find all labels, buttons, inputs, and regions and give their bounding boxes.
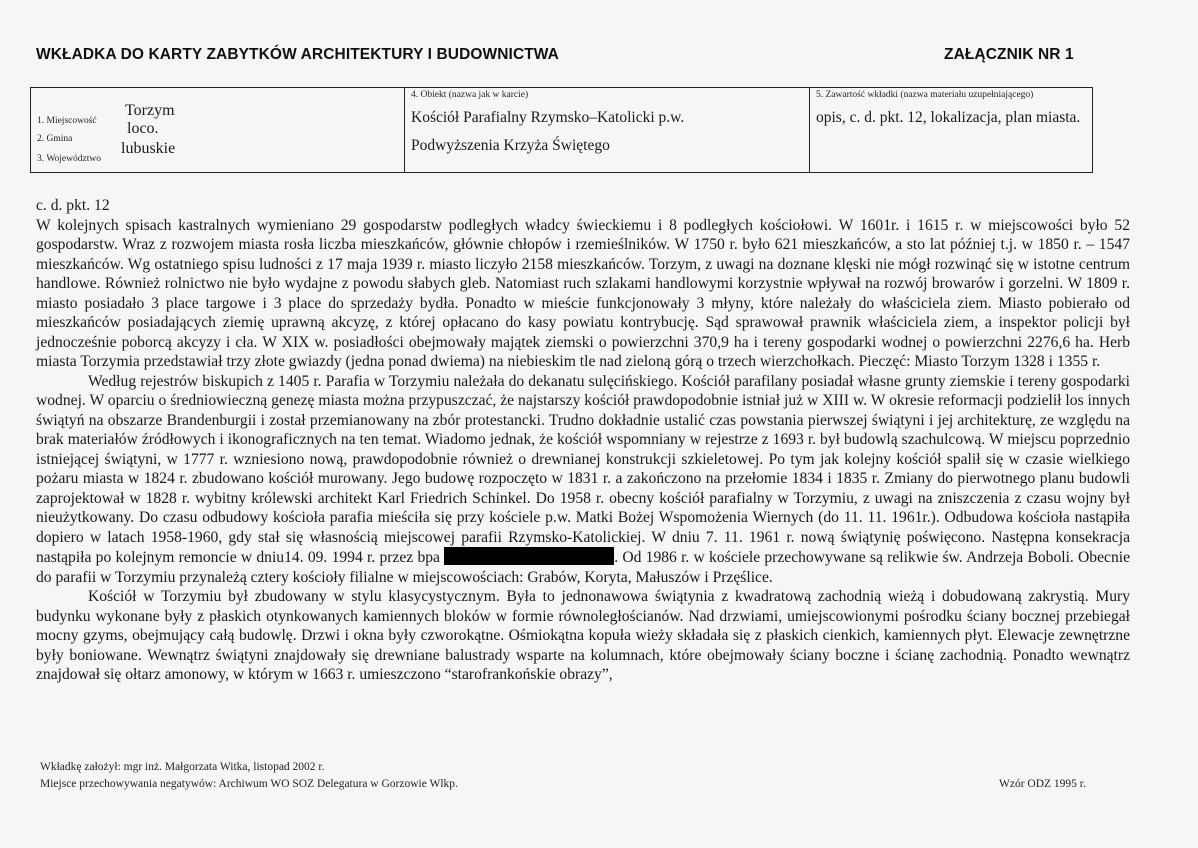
object-line-2: Podwyższenia Krzyża Świętego [411,137,610,154]
paragraph-2-after: . Od 1986 r. w kościele przechowywane są relikwie św. Andrzeja Boboli. Obecnie do parafii w Torzymiu przynależą cztery kościoły filialne w miejscowościach: Grabów, Koryta, Małuszów i Przęślice. [36,549,1130,586]
contents-value: opis, c. d. pkt. 12, lokalizacja, plan miasta. [816,109,1081,126]
paragraph-3: Kościół w Torzymiu był zbudowany w stylu klasycystycznym. Była to jednonawowa świątynia z kwadratową zachodnią wieżą i dobudowaną zakrystią. Mury budynku wykonane były z płaskich otynkowanych kamiennych bloków w formie równoległościanów. Nad drzwiami, umiejscowionymi pośrodku ściany bocznej przebiegał mocny gzyms, obejmujący całą budowlę. Drzwi i okna były czworokątne. Ośmiokątna kopuła wieży składała się z płaskich cienkich, kamiennych płyt. Elewacje zewnętrzne były boniowane. Wewnątrz świątyni znajdowały się drewniane balustrady wsparte na kolumnach, które obejmowały ściany boczne i ścianę zachodnią. Ponadto wewnątrz znajdował się ołtarz amonowy, w którym w 1663 r. umieszczono “starofrankońskie obrazy”, [36,588,1130,683]
locality-value: Torzym [125,102,175,119]
redacted-block [444,547,614,565]
section-heading: c. d. pkt. 12 [36,197,110,214]
paragraph-2-before: Według rejestrów biskupich z 1405 r. Parafia w Torzymiu należała do dekanatu sulęcińskiego. Kościół parafilany posiadał własne grunty ziemskie i tereny gospodarki wodnej. W oparciu o średniowieczną genezę miasta można przypuszczać, że najstarszy kościół prawdopodobnie istniał już w XIII w. W okresie reformacji podzielił los innych świątyń na obszarze Brandenburgii i został przemianowany na zbór protestancki. Trudno dokładnie ustalić czas powstania pierwszej świątyni i jej architekturę, ze względu na brak materiałów źródłowych i ikonograficznych na ten temat. Wiadomo jednak, że kościół wspomniany w rejestrze z 1693 r. był budowlą szachulcową. W miejscu poprzednio istniejącej świątyni, w 1777 r. wzniesiono nową, prawdopodobnie również o drewnianej konstrukcji szkieletowej. Po tym jak kolejny kościół spalił się w czasie wielkiego pożaru miasta w 1824 r. zbudowano kościół murowany. Jego budowę rozpoczęto w 1831 r. a zakończono na przełomie 1834 i 1835 r. Zmiany do pierwotnego planu budowli zaprojektował w 1828 r. wybitny królewski architekt Karl Friedrich Schinkel. Do 1958 r. obecny kościół parafialny w Torzymiu, z uwagi na zniszczenia z czasu wojny był nieużytkowany. Do czasu odbudowy kościoła parafia mieściła się przy kościele p.w. Matki Bożej Wspomożenia Wiernych (do 11. 11. 1961r.). Odbudowa kościoła nastąpiła dopiero w latach 1958-1960, gdy stał się własnością miejscowej parafii Rzymsko-Katolickiej. W dniu 7. 11. 1961 r. nową świątynię poświęcono. Następna konsekracja nastąpiła po kolejnym remoncie w dniu14. 09. 1994 r. przez bpa [36,372,1130,566]
paragraph-2 [36,372,1130,588]
commune-label: 2. Gmina [37,134,73,144]
contents-label: 5. Zawartość wkładki (nazwa materiału uzupełniającego) [816,90,1034,100]
locality-label: 1. Miejscowość [37,116,97,126]
footer-author: Wkładkę założył: mgr inż. Małgorzata Witka, listopad 2002 r. [40,761,325,773]
commune-value: loco. [127,120,159,137]
document-title: WKŁADKA DO KARTY ZABYTKÓW ARCHITEKTURY I BUDOWNICTWA [36,46,559,63]
location-cell [31,88,405,172]
object-cell [405,88,810,172]
info-table [30,87,1093,173]
footer-storage: Miejsce przechowywania negatywów: Archiwum WO SOZ Delegatura w Gorzowie Wlkp. [40,778,458,790]
paragraph-1: W kolejnych spisach kastralnych wymieniano 29 gospodarstw podległych władcy świeckiemu i 8 podległych kościołowi. W 1601r. i 1615 r. w miejscowości było 52 gospodarstw. Wraz z rozwojem miasta rosła liczba mieszkańców, głównie chłopów i rzemieślników. W 1750 r. było 621 mieszkańców, a sto lat później t.j. w 1850 r. – 1547 mieszkańców. Wg ostatniego spisu ludności z 17 maja 1939 r. miasto liczyło 2158 mieszkańców. Torzym, z uwagi na doznane klęski nie mógł rozwinąć się w istotne centrum handlowe. Również rolnictwo nie było wydajne z powodu słabych gleb. Natomiast ruch szlakami handlowymi korzystnie wpływał na rozwój browarów i gorzelni. W 1809 r. miasto posiadało 3 place targowe i 3 place do sprzedaży bydła. Ponadto w mieście funkcjonowały 3 młyny, które należały do właściciela ziem. Miasto pobierało od mieszkańców posiadających ziemię uprawną akcyzę, z której opłacano do kasy powiatu kontrybucję. Sąd sprawował prawnik właściciela ziem, a inspektor policji był jednocześnie poborcą akcyzy i cła. W XIX w. posiadłości obejmowały majątek ziemski o powierzchni 370,9 ha i tereny gospodarki wodnej o powierzchni 2276,6 ha. Herb miasta Torzymia przedstawiał trzy złote gwiazdy (jedna ponad dwiema) na niebieskim tle nad zieloną górą o trzech wierzchołkach. Pieczęć: Miasto Torzym 1328 i 1355 r. [36,216,1130,370]
attachment-label: ZAŁĄCZNIK NR 1 [944,46,1074,63]
voivodeship-row [37,140,176,166]
locality-row [37,102,175,128]
voivodeship-label: 3. Województwo [37,154,101,164]
document-body [36,196,1130,685]
contents-cell [810,88,1092,172]
object-line-1: Kościół Parafialny Rzymsko–Katolicki p.w. [411,109,685,126]
voivodeship-value: lubuskie [121,140,176,157]
object-label: 4. Obiekt (nazwa jak w karcie) [411,90,529,100]
footer-form: Wzór ODZ 1995 r. [999,778,1086,790]
